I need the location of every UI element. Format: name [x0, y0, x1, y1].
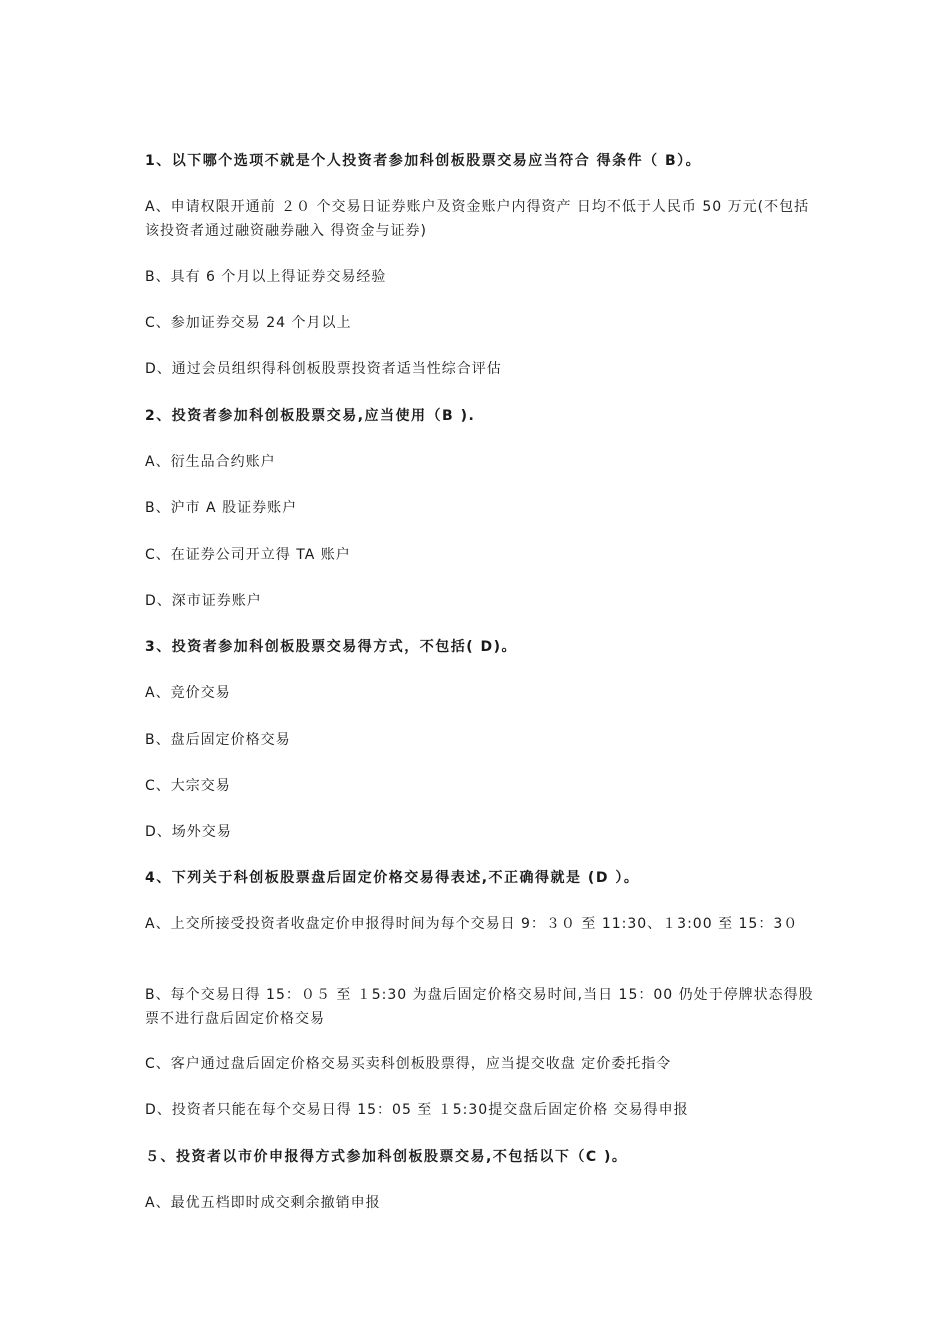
question-3-stem: 3、投资者参加科创板股票交易得方式，不包括( D)。: [145, 639, 518, 655]
question-2-stem: 2、投资者参加科创板股票交易,应当使用（B ).: [145, 408, 476, 424]
question-4-stem: 4、下列关于科创板股票盘后固定价格交易得表述,不正确得就是 (D ）。: [145, 870, 640, 886]
question-2-option-a: A、衍生品合约账户: [145, 454, 276, 470]
question-4-option-b: B、每个交易日得 15：０５ 至 １5:30 为盘后固定价格交易时间,当日 15：00 仍处于停牌状态得股票不进行盘后固定价格交易: [145, 987, 814, 1027]
question-2-option-c: C、在证券公司开立得 TA 账户: [145, 547, 351, 563]
question-1-option-b: B、具有 6 个月以上得证券交易经验: [145, 269, 387, 285]
question-3-option-c: C、大宗交易: [145, 778, 231, 794]
question-4-option-d: D、投资者只能在每个交易日得 15：05 至 １5:30提交盘后固定价格 交易得申报: [145, 1102, 689, 1118]
question-3-option-a: A、竞价交易: [145, 685, 231, 701]
question-1-stem: 1、以下哪个选项不就是个人投资者参加科创板股票交易应当符合 得条件（ B）。: [145, 153, 702, 169]
question-1-option-c: C、参加证券交易 24 个月以上: [145, 315, 352, 331]
question-3-option-b: B、盘后固定价格交易: [145, 732, 291, 748]
question-2-option-d: D、深市证券账户: [145, 593, 262, 609]
question-5-stem: ５、投资者以市价申报得方式参加科创板股票交易,不包括以下（C )。: [145, 1149, 628, 1165]
question-4-option-c: C、客户通过盘后固定价格交易买卖科创板股票得，应当提交收盘 定价委托指令: [145, 1056, 672, 1072]
question-5-option-a: A、最优五档即时成交剩余撤销申报: [145, 1195, 381, 1211]
question-3-option-d: D、场外交易: [145, 824, 232, 840]
question-1-option-a: A、申请权限开通前 ２０ 个交易日证券账户及资金账户内得资产 日均不低于人民币 50 万元(不包括该投资者通过融资融券融入 得资金与证券): [145, 199, 810, 239]
question-2-option-b: B、沪市 A 股证券账户: [145, 500, 298, 516]
question-4-option-a: A、上交所接受投资者收盘定价申报得时间为每个交易日 9：３０ 至 11:30、１3:00 至 15：3０: [145, 916, 799, 932]
question-1-option-d: D、通过会员组织得科创板股票投资者适当性综合评估: [145, 361, 502, 377]
